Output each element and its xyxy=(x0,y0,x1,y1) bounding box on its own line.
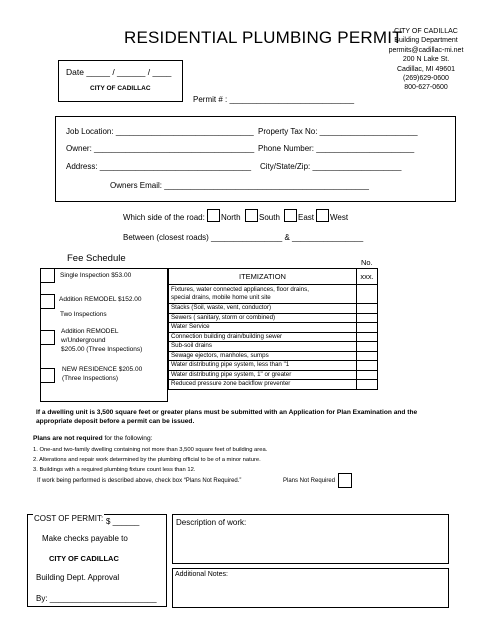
fee-schedule-title: Fee Schedule xyxy=(67,253,126,264)
owners-email-field[interactable]: Owners Email: ______________________________________________ xyxy=(110,181,369,190)
plans-not-required-label: Plans Not Required xyxy=(283,478,336,484)
single-inspection-label: Single Inspection $53.00 xyxy=(60,272,132,279)
dept-approval: Building Dept. Approval xyxy=(36,573,120,582)
plans-list-item: 2. Alterations and repair work determined by the plumbing official to be of a minor nature. xyxy=(33,457,261,464)
new-residence-sub-label: (Three Inspections) xyxy=(62,375,118,382)
department: Building Department xyxy=(394,37,458,45)
plans-head-bold: Plans are not required xyxy=(33,435,103,442)
remodel-label: Addition REMODEL $152.00 xyxy=(59,296,142,303)
single-inspection-checkbox[interactable] xyxy=(40,268,55,283)
checks-payable: Make checks payable to xyxy=(42,534,128,543)
email: permits@cadillac-mi.net xyxy=(388,46,464,54)
if-work-note: If work being performed is described above, check box “Plans Not Required.” xyxy=(37,478,242,484)
closest-roads-field[interactable]: Between (closest roads) ________________ & ________________ xyxy=(123,233,364,242)
count-cell[interactable] xyxy=(357,323,378,333)
itemization-table xyxy=(168,268,378,390)
item-row: Reduced pressure zone backflow preventer xyxy=(169,380,357,390)
item-row: Sewers ( sanitary, storm or combined) xyxy=(169,313,357,323)
city-contact-block xyxy=(370,27,480,93)
south-checkbox[interactable] xyxy=(245,209,258,222)
property-tax-field[interactable]: Property Tax No: ______________________ xyxy=(258,127,418,136)
count-cell[interactable] xyxy=(357,285,378,304)
addition-remodel-checkbox[interactable] xyxy=(40,330,55,345)
north-label: North xyxy=(221,213,241,222)
plans-list xyxy=(33,445,267,476)
no-label: No. xyxy=(361,258,373,267)
east-checkbox[interactable] xyxy=(284,209,297,222)
city-state-zip: Cadillac, MI 49601 xyxy=(397,65,455,73)
road-side-question: Which side of the road: xyxy=(123,213,205,222)
additional-notes-label: Additional Notes: xyxy=(175,571,228,578)
plans-list-item: 1. One-and two-family dwelling containing not more than 3,500 square feet of building area. xyxy=(33,447,268,453)
page-title: RESIDENTIAL PLUMBING PERMIT xyxy=(124,28,403,47)
date-field[interactable]: Date _____ / ______ / ____ xyxy=(66,67,172,77)
count-cell[interactable] xyxy=(357,361,378,371)
remodel-sub-label: Two Inspections xyxy=(60,311,107,318)
addition-label-a: Addition REMODEL xyxy=(61,328,119,335)
cost-city: CITY OF CADILLAC xyxy=(49,554,119,563)
west-checkbox[interactable] xyxy=(316,209,329,222)
north-checkbox[interactable] xyxy=(207,209,220,222)
plans-list-item: 3. Buildings with a required plumbing fixture count less than 12. xyxy=(33,467,196,474)
item-fixtures xyxy=(169,285,357,304)
addition-label-b: w/Underground xyxy=(61,337,106,344)
date-box-city: CITY OF CADILLAC xyxy=(90,85,151,92)
addition-label-c: $205.00 (Three Inspections) xyxy=(61,346,143,353)
count-cell[interactable] xyxy=(357,332,378,342)
item-fixtures-line2: special drains, mobile home unit site xyxy=(171,294,271,301)
job-location-field[interactable]: Job Location: _______________________________ xyxy=(66,127,254,136)
south-label: South xyxy=(259,213,280,222)
cost-label: COST OF PERMIT: xyxy=(34,514,104,523)
phone-1: (269)629-0600 xyxy=(403,75,449,83)
plans-head-rest: for the following: xyxy=(102,435,153,442)
approval-by-field[interactable]: By: ________________________ xyxy=(36,594,157,603)
count-cell[interactable] xyxy=(357,304,378,314)
permit-number-field[interactable]: Permit # : ____________________________ xyxy=(193,95,355,104)
city-name: CITY OF CADILLAC xyxy=(394,28,458,35)
street: 200 N Lake St. xyxy=(402,56,450,64)
cost-amount-field[interactable]: $ ______ xyxy=(106,517,140,526)
phone-2: 800-627-0600 xyxy=(404,84,448,92)
item-row: Connection building drain/building sewer xyxy=(169,332,357,342)
count-cell[interactable] xyxy=(357,370,378,380)
square-feet-note: If a dwelling unit is 3,500 square feet or greater plans must be submitted with an Application for Plan Examination and the appropriate deposit before a permit can be issued. xyxy=(36,409,418,425)
item-row: Water Service xyxy=(169,323,357,333)
item-row: Water distributing pipe system, 1" or greater xyxy=(169,370,357,380)
plans-not-required-checkbox[interactable] xyxy=(338,473,352,488)
count-header: xxx. xyxy=(357,269,378,285)
address-field[interactable]: Address: __________________________________ xyxy=(66,162,252,171)
new-residence-label: NEW RESIDENCE $205.00 xyxy=(62,366,143,373)
city-state-zip-field[interactable]: City/State/Zip: ____________________ xyxy=(260,162,402,171)
west-label: West xyxy=(330,213,349,222)
count-cell[interactable] xyxy=(357,380,378,390)
remodel-checkbox[interactable] xyxy=(40,294,55,309)
new-residence-checkbox[interactable] xyxy=(40,368,55,383)
itemization-header: ITEMIZATION xyxy=(169,269,357,285)
east-label: East xyxy=(298,213,315,222)
count-cell[interactable] xyxy=(357,351,378,361)
count-cell[interactable] xyxy=(357,313,378,323)
item-row: Stacks (Soil, waste, vent, conductor) xyxy=(169,304,357,314)
item-fixtures-line1: Fixtures, water connected appliances, floor drains, xyxy=(171,286,309,294)
phone-field[interactable]: Phone Number: ______________________ xyxy=(258,144,415,153)
count-cell[interactable] xyxy=(357,342,378,352)
item-row: Water distributing pipe system, less than "1 xyxy=(169,361,357,371)
item-row: Sewage ejectors, manholes, sumps xyxy=(169,351,357,361)
owner-field[interactable]: Owner: ____________________________________ xyxy=(66,144,255,153)
item-row: Sub-soil drains xyxy=(169,342,357,352)
plans-not-required-heading xyxy=(33,435,152,442)
description-label: Description of work: xyxy=(176,518,247,527)
